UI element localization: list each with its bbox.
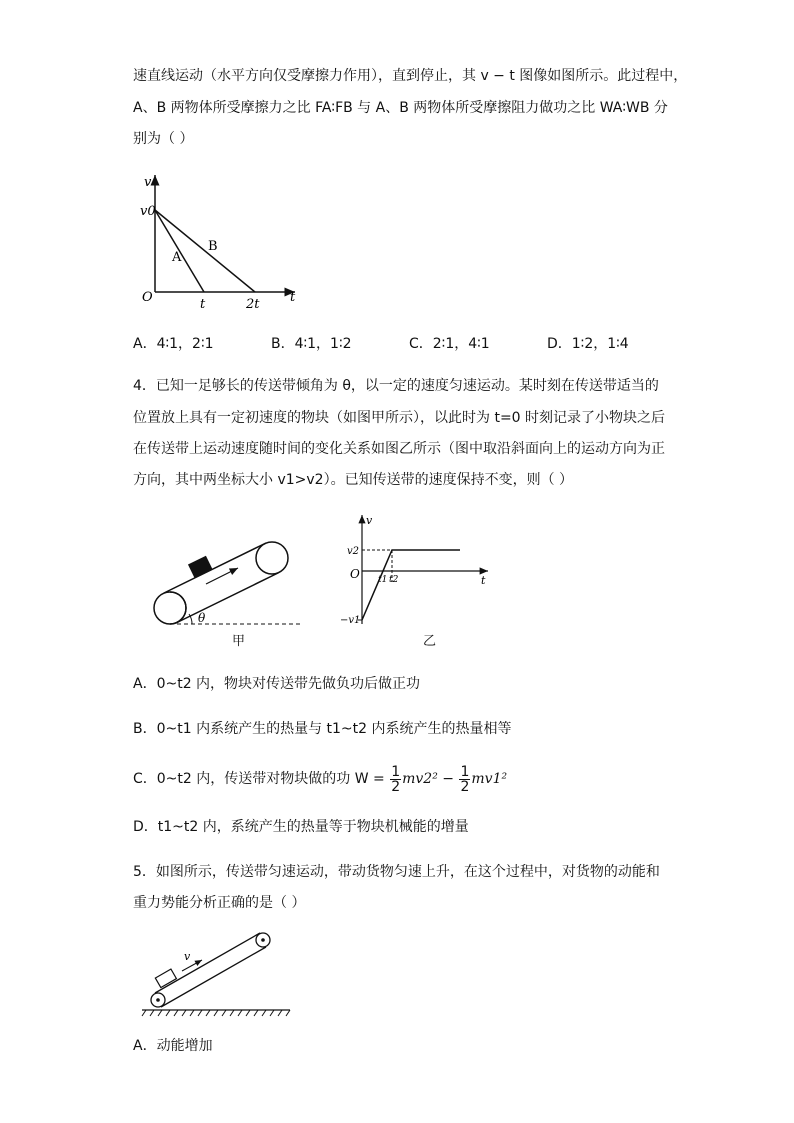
belt-roller-upper: [256, 542, 288, 574]
term-mv1-squared: mv1²: [471, 771, 508, 787]
belt-top-edge: [164, 543, 266, 593]
q3-text-line-1: 速直线运动（水平方向仅受摩擦力作用），直到停止，其 v − t 图像如图所示。此过程中，: [133, 68, 688, 84]
q5-v-label: v: [184, 950, 191, 963]
caption-jia: 甲: [232, 634, 246, 649]
q4-option-c-prefix: C．0~t2 内，传送带对物块做的功 W =: [133, 771, 385, 787]
minus-sign: −: [442, 771, 455, 787]
q4-text-line-3: 在传送带上运动速度随时间的变化关系如图乙所示（图中取沿斜面向上的运动方向为正: [133, 441, 665, 457]
q4-text-line-1: 4．已知一足够长的传送带倾角为 θ，以一定的速度匀速运动。某时刻在传送带适当的: [133, 378, 659, 394]
q3-a-label: A: [172, 250, 182, 265]
q5-figure: [140, 928, 300, 1018]
q3-t-axis-label: t: [290, 290, 296, 305]
q5-option-a[interactable]: A．动能增加: [133, 1038, 213, 1054]
q4-text-line-4: 方向，其中两坐标大小 v1>v2）。已知传送带的速度保持不变，则（ ）: [133, 472, 574, 488]
q3-2t-tick-label: 2t: [246, 297, 260, 312]
q3-option-a[interactable]: A．4∶1，2∶1: [133, 336, 214, 352]
q3-t-tick-label: t: [200, 297, 206, 312]
q5-belt-top: [155, 933, 260, 993]
q3-option-b[interactable]: B．4∶1，1∶2: [271, 336, 352, 352]
q3-v-label: v: [144, 175, 152, 190]
q5-ground-hatch: [142, 1010, 290, 1016]
fraction-half-1: $\frac{1}{2}$: [391, 763, 401, 795]
yi-origin-label: O: [350, 567, 360, 581]
q4-figure-jia: [148, 538, 308, 653]
q4-option-c[interactable]: [133, 760, 507, 798]
q5-belt-bottom: [161, 947, 266, 1007]
q4-option-b[interactable]: B．0~t1 内系统产生的热量与 t1~t2 内系统产生的热量相等: [133, 721, 512, 737]
yi-t1-label: t1: [378, 575, 388, 585]
q3-line-b: [155, 210, 255, 292]
q3-origin-label: O: [142, 290, 153, 305]
q4-text-line-2: 位置放上具有一定初速度的物块（如图甲所示），以此时为 t=0 时刻记录了小物块之后: [133, 410, 666, 426]
q4-option-a[interactable]: A．0~t2 内，物块对传送带先做负功后做正功: [133, 676, 421, 692]
yi-v2-label: v2: [347, 546, 360, 557]
term-mv2-squared: mv2²: [402, 771, 438, 787]
q5-text-line-1: 5．如图所示，传送带匀速运动，带动货物匀速上升，在这个过程中，对货物的动能和: [133, 864, 660, 880]
belt-bottom-edge: [176, 573, 278, 623]
q3-b-label: B: [208, 239, 218, 254]
q5-cargo: [155, 969, 176, 988]
yi-t2-label: t2: [389, 575, 399, 585]
theta-label: θ: [198, 611, 206, 625]
q5-text-line-2: 重力势能分析正确的是（ ）: [133, 895, 306, 911]
yi-v-label: v: [366, 514, 373, 527]
q4-figure-yi: [338, 512, 498, 632]
yi-neg-v1-label: −v1: [340, 615, 361, 626]
q3-vt-graph: [130, 170, 310, 310]
q3-option-c[interactable]: C．2∶1，4∶1: [409, 336, 490, 352]
caption-yi: 乙: [423, 634, 437, 649]
q3-text-line-2: A、B 两物体所受摩擦力之比 FA∶FB 与 A、B 两物体所受摩擦阻力做功之比 WA∶WB 分: [133, 100, 668, 116]
fraction-half-2: $\frac{1}{2}$: [460, 763, 470, 795]
q3-option-d[interactable]: D．1∶2，1∶4: [547, 336, 629, 352]
yi-velocity-curve: [362, 550, 460, 620]
q4-option-d[interactable]: D．t1~t2 内，系统产生的热量等于物块机械能的增量: [133, 819, 469, 835]
q3-text-line-3: 别为（ ）: [133, 131, 194, 147]
q3-v0-label: v0: [140, 204, 156, 219]
block: [188, 556, 213, 578]
yi-t-label: t: [481, 574, 486, 587]
